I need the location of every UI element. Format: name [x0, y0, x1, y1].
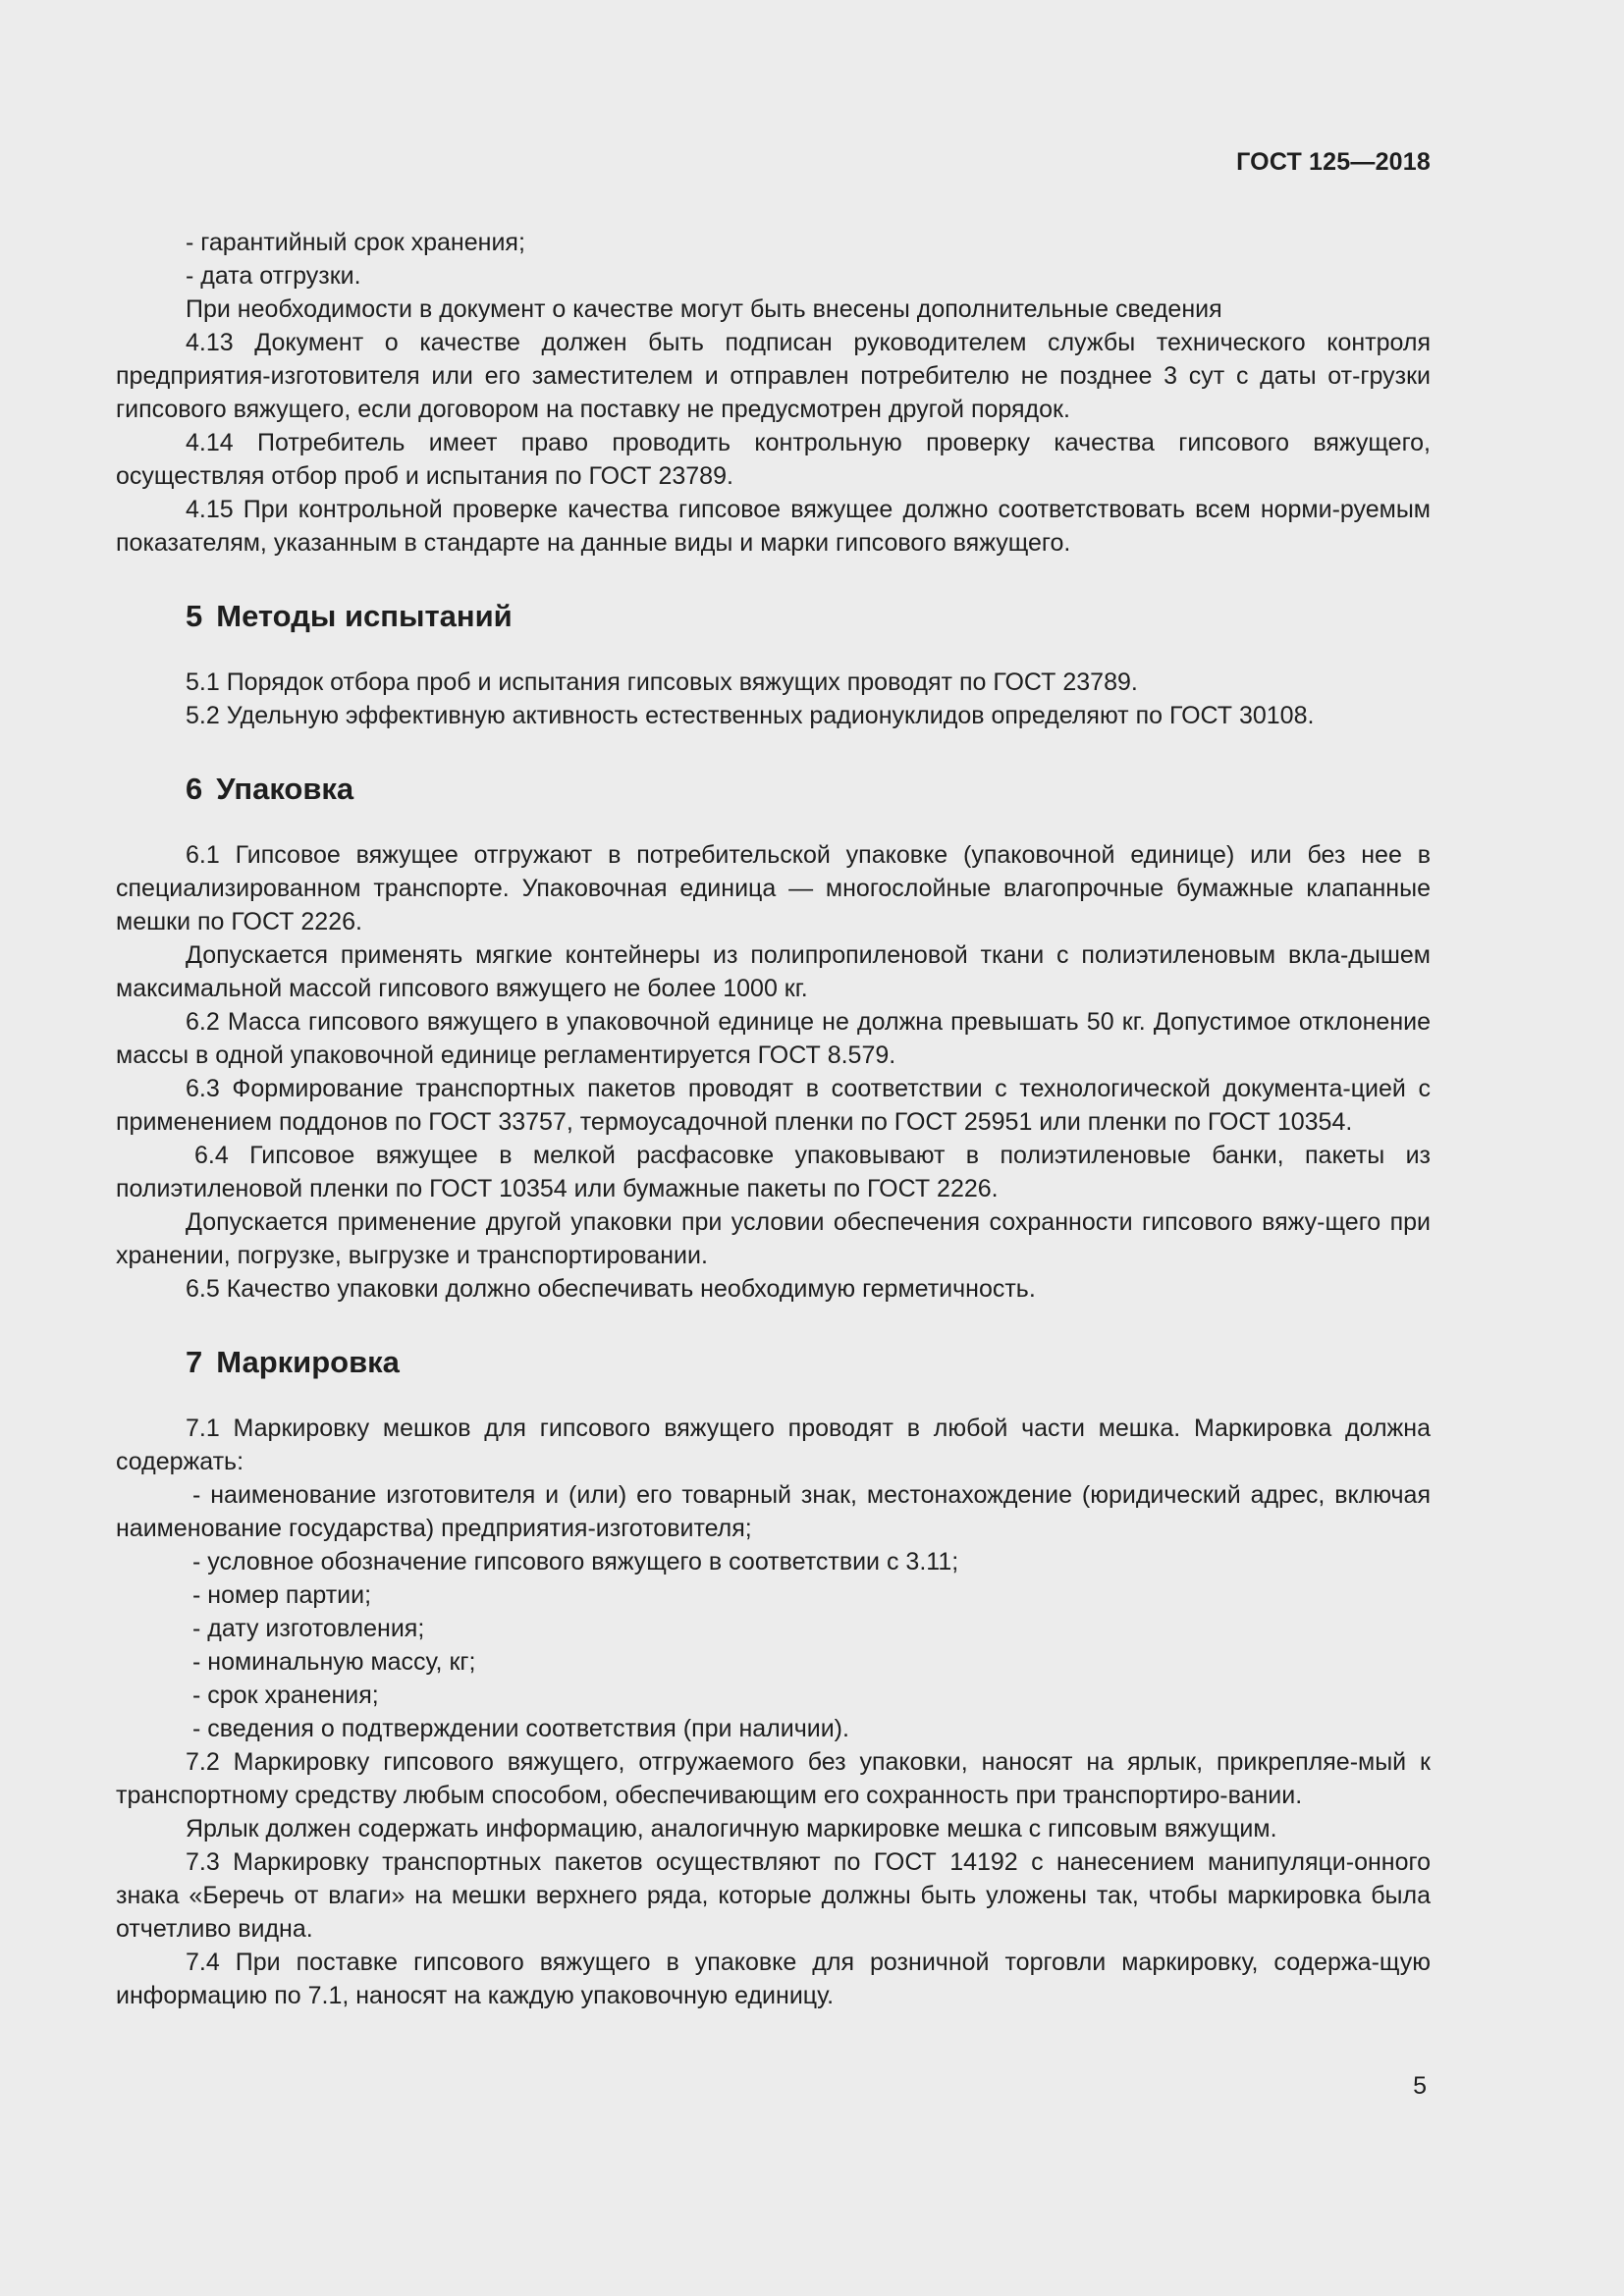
document-body	[116, 226, 1431, 2012]
section-number: 5	[186, 599, 203, 633]
paragraph: 6.1 Гипсовое вяжущее отгружают в потребительской упаковке (упаковочной единице) или без нее в специализированном транспорте. Упаковочная единица — многослойные влагопрочные бумажные клапанные мешки по ГОСТ 2226.	[116, 841, 1431, 935]
spacer	[116, 1382, 1431, 1412]
list-item: - гарантийный срок хранения;	[186, 229, 525, 256]
paragraph: 7.2 Маркировку гипсового вяжущего, отгружаемого без упаковки, наносят на ярлык, прикрепляе-мый к транспортному средству любым способом, обеспечивающим его сохранность при транспортиро-вании.	[116, 1748, 1431, 1809]
paragraph: При необходимости в документ о качестве могут быть внесены дополнительные сведения	[186, 295, 1222, 323]
section-title: Маркировка	[216, 1345, 400, 1379]
paragraph: 7.1 Маркировку мешков для гипсового вяжущего проводят в любой части мешка. Маркировка должна содержать:	[116, 1415, 1431, 1475]
section-heading	[116, 597, 1431, 636]
page-header: ГОСТ 125—2018	[1236, 148, 1431, 176]
list-item: - номер партии;	[192, 1581, 372, 1609]
section-number: 7	[186, 1345, 203, 1379]
list-item: - наименование изготовителя и (или) его товарный знак, местонахождение (юридический адрес, включая наименование государства) предприятия-изготовителя;	[116, 1481, 1431, 1542]
paragraph: 5.1 Порядок отбора проб и испытания гипсовых вяжущих проводят по ГОСТ 23789.	[186, 668, 1138, 696]
spacer	[116, 636, 1431, 666]
paragraph: 7.4 При поставке гипсового вяжущего в упаковке для розничной торговли маркировку, содержа-щую информацию по 7.1, наносят на каждую упаковочную единицу.	[116, 1949, 1431, 2009]
paragraph: 6.4 Гипсовое вяжущее в мелкой расфасовке упаковывают в полиэтиленовые банки, пакеты из полиэтиленовой пленки по ГОСТ 10354 или бумажные пакеты по ГОСТ 2226.	[116, 1142, 1431, 1202]
paragraph: 5.2 Удельную эффективную активность естественных радионуклидов определяют по ГОСТ 30108.	[186, 702, 1315, 729]
paragraph: 6.5 Качество упаковки должно обеспечивать необходимую герметичность.	[186, 1275, 1036, 1303]
list-item: - дату изготовления;	[192, 1615, 425, 1642]
spacer	[116, 732, 1431, 770]
list-item: - срок хранения;	[192, 1682, 379, 1709]
paragraph: 7.3 Маркировку транспортных пакетов осуществляют по ГОСТ 14192 с нанесением манипуляци-онного знака «Беречь от влаги» на мешки верхнего ряда, которые должны быть уложены так, чтобы маркировка была отчетливо видна.	[116, 1848, 1431, 1943]
spacer	[116, 560, 1431, 597]
paragraph: 4.15 При контрольной проверке качества гипсовое вяжущее должно соответствовать всем норми-руемым показателям, указанным в стандарте на данные виды и марки гипсового вяжущего.	[116, 496, 1431, 557]
list-item: - дата отгрузки.	[186, 262, 361, 290]
page-number: 5	[1413, 2072, 1427, 2100]
section-title: Методы испытаний	[216, 599, 513, 633]
paragraph: Допускается применение другой упаковки при условии обеспечения сохранности гипсового вяжу-щего при хранении, погрузке, выгрузке и транспортировании.	[116, 1208, 1431, 1269]
list-item: - номинальную массу, кг;	[192, 1648, 476, 1676]
section-heading	[116, 770, 1431, 809]
paragraph: Допускается применять мягкие контейнеры из полипропиленовой ткани с полиэтиленовым вкла-дышем максимальной массой гипсового вяжущего не более 1000 кг.	[116, 941, 1431, 1002]
list-item: - сведения о подтверждении соответствия (при наличии).	[192, 1715, 849, 1742]
spacer	[116, 1306, 1431, 1343]
paragraph: 6.3 Формирование транспортных пакетов проводят в соответствии с технологической документа-цией с применением поддонов по ГОСТ 33757, термоусадочной пленки по ГОСТ 25951 или пленки по ГОСТ 10354.	[116, 1075, 1431, 1136]
section-title: Упаковка	[216, 772, 354, 806]
list-item: - условное обозначение гипсового вяжущего в соответствии с 3.11;	[192, 1548, 959, 1575]
spacer	[116, 809, 1431, 838]
paragraph: 4.14 Потребитель имеет право проводить контрольную проверку качества гипсового вяжущего, осуществляя отбор проб и испытания по ГОСТ 23789.	[116, 429, 1431, 490]
section-heading	[116, 1343, 1431, 1382]
paragraph: 4.13 Документ о качестве должен быть подписан руководителем службы технического контроля предприятия-изготовителя или его заместителем и отправлен потребителю не позднее 3 сут с даты от-грузки гипсового вяжущего, если договором на поставку не предусмотрен другой порядок.	[116, 329, 1431, 423]
paragraph: 6.2 Масса гипсового вяжущего в упаковочной единице не должна превышать 50 кг. Допустимое отклонение массы в одной упаковочной единице регламентируется ГОСТ 8.579.	[116, 1008, 1431, 1069]
paragraph: Ярлык должен содержать информацию, аналогичную маркировке мешка с гипсовым вяжущим.	[186, 1815, 1277, 1842]
section-number: 6	[186, 772, 203, 806]
